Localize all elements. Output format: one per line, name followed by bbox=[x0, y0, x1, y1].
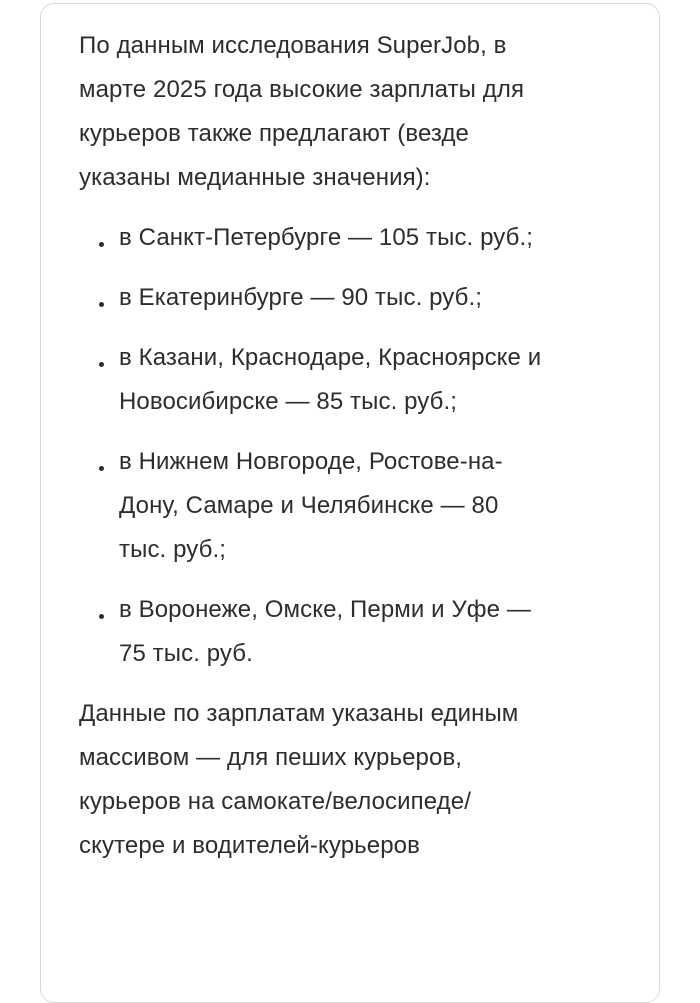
outro-line: Данные по зарплатам указаны единым bbox=[79, 700, 519, 727]
outro-line: курьеров на самокате/велосипеде/ bbox=[79, 788, 471, 815]
list-item-line: в Нижнем Новгороде, Ростове-на- bbox=[119, 448, 503, 475]
bullet-marker-icon bbox=[99, 362, 104, 367]
list-item-line: в Казани, Краснодаре, Красноярске и bbox=[119, 344, 542, 371]
intro-line: указаны медианные значения): bbox=[79, 164, 431, 191]
intro-line: курьеров также предлагают (везде bbox=[79, 120, 470, 147]
list-item-line: в Санкт-Петербурге — 105 тыс. руб.; bbox=[119, 224, 534, 251]
salary-list-item bbox=[79, 336, 621, 424]
outro-line: скутере и водителей-курьеров bbox=[79, 832, 420, 859]
quote-card bbox=[40, 3, 660, 1003]
bullet-marker-icon bbox=[99, 242, 104, 247]
salary-list-item bbox=[79, 216, 621, 260]
list-item-line: в Воронеже, Омске, Перми и Уфе — bbox=[119, 596, 531, 623]
salary-list-item bbox=[79, 588, 621, 676]
bullet-marker-icon bbox=[99, 614, 104, 619]
salary-list-item bbox=[79, 276, 621, 320]
outro-paragraph bbox=[79, 692, 621, 868]
intro-line: По данным исследования SuperJob, в bbox=[79, 32, 507, 59]
intro-paragraph bbox=[79, 24, 621, 200]
bullet-marker-icon bbox=[99, 302, 104, 307]
list-item-line: 75 тыс. руб. bbox=[119, 640, 253, 667]
outro-line: массивом — для пеших курьеров, bbox=[79, 744, 463, 771]
list-item-line: тыс. руб.; bbox=[119, 536, 227, 563]
list-item-line: в Екатеринбурге — 90 тыс. руб.; bbox=[119, 284, 483, 311]
salary-list-item bbox=[79, 440, 621, 572]
list-item-line: Дону, Самаре и Челябинске — 80 bbox=[119, 492, 499, 519]
bullet-marker-icon bbox=[99, 466, 104, 471]
intro-line: марте 2025 года высокие зарплаты для bbox=[79, 76, 525, 103]
list-item-line: Новосибирске — 85 тыс. руб.; bbox=[119, 388, 458, 415]
salary-list bbox=[79, 216, 621, 676]
